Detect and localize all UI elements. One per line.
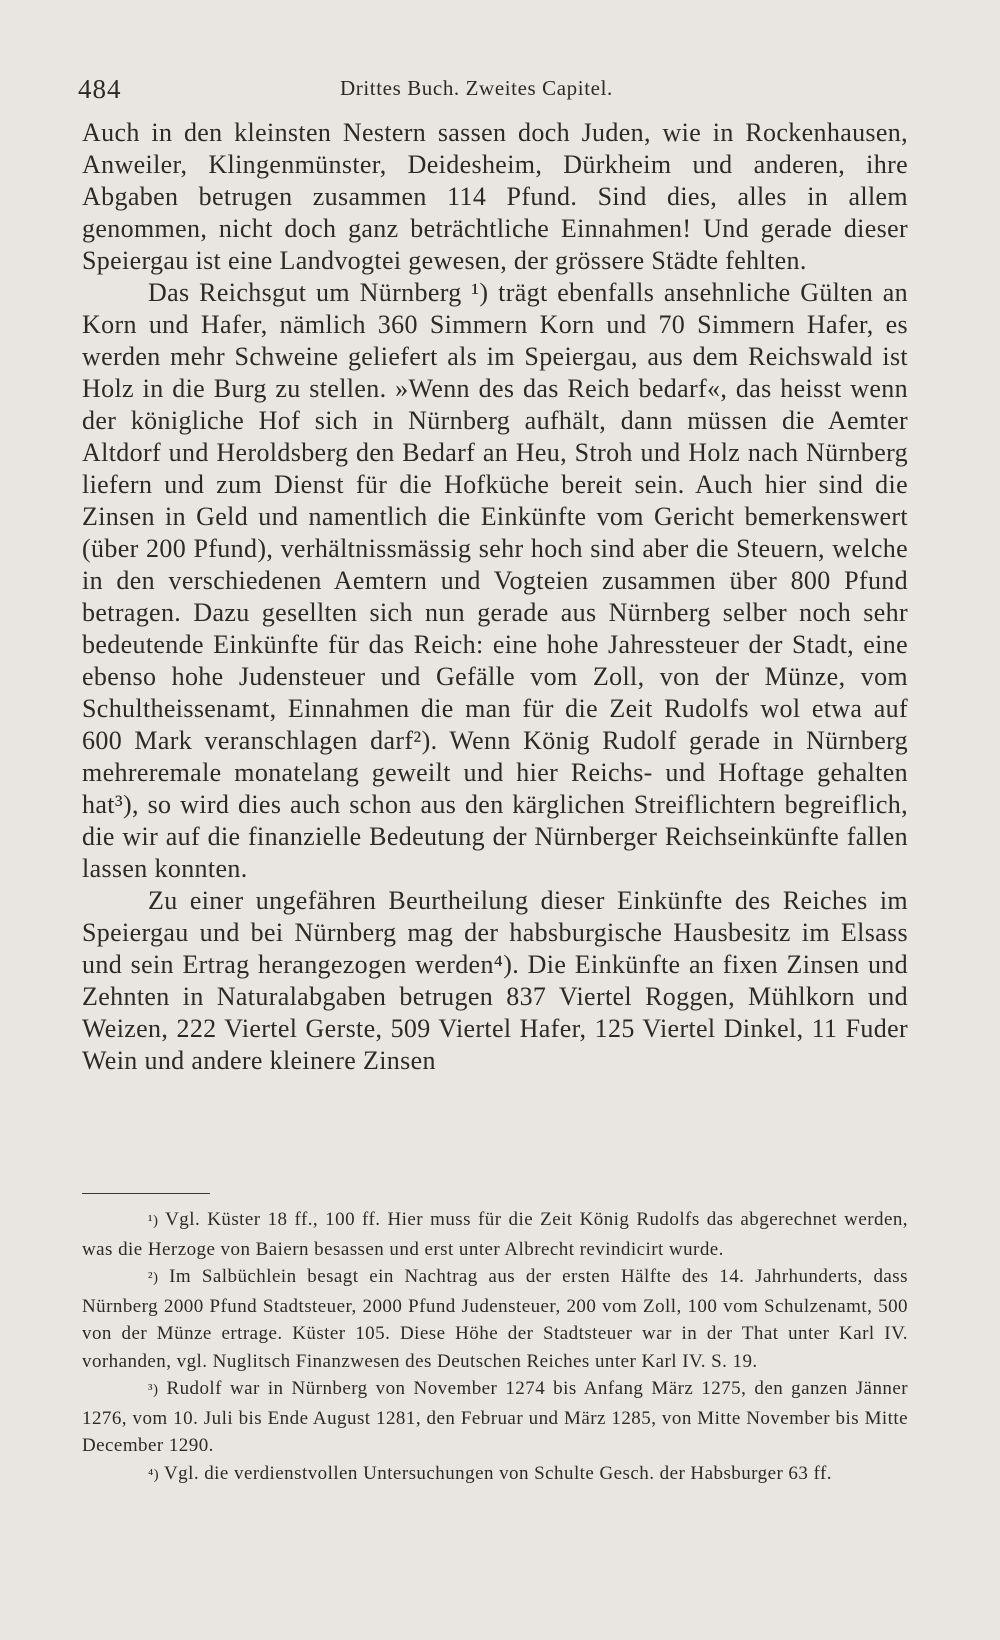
footnote-marker: ³) (148, 1382, 159, 1398)
footnote-marker: ²) (148, 1270, 159, 1286)
footnotes (82, 1206, 908, 1489)
footnote-text: Rudolf war in Nürnberg von November 1274 bis Anfang März 1275, den ganzen Jänner 1276, vom 10. Juli bis Ende August 1281, den Februar und März 1285, von Mitte November bis Mitte December 1290. (82, 1378, 909, 1456)
footnote-text: Vgl. die verdienstvollen Untersuchungen von Schulte Gesch. der Habsburger 63 ff. (163, 1462, 832, 1484)
footnote (82, 1206, 908, 1263)
footnote (82, 1263, 908, 1375)
footnote-divider (82, 1193, 210, 1194)
page-number: 484 (78, 74, 122, 104)
page-header (78, 68, 908, 108)
footnote-text: Im Salbüchlein besagt ein Nachtrag aus der ersten Hälfte des 14. Jahrhunderts, dass Nürnberg 2000 Pfund Stadtsteuer, 2000 Pfund Judensteuer, 200 vom Zoll, 100 vom Schulzenamt, 500 von der Münze ertrage. Küster 105. Diese Höhe der Stadtsteuer war in der That unter Karl IV. vorhanden, vgl. Nuglitsch Finanzwesen des Deutschen Reiches unter Karl IV. S. 19. (82, 1266, 908, 1372)
paragraph: Zu einer ungefähren Beurtheilung dieser Einkünfte des Reiches im Speiergau und bei Nürnberg mag der habsburgische Hausbesitz im Elsass und sein Ertrag herangezogen werden⁴). Die Einkünfte an fixen Zinsen und Zehnten in Naturalabgaben betrugen 837 Viertel Roggen, Mühlkorn und Weizen, 222 Viertel Gerste, 509 Viertel Hafer, 125 Viertel Dinkel, 11 Fuder Wein und andere kleinere Zinsen (82, 886, 908, 1075)
running-head: Drittes Buch. Zweites Capitel. (340, 76, 613, 100)
footnote (82, 1375, 908, 1460)
footnote-text: Vgl. Küster 18 ff., 100 ff. Hier muss für die Zeit König Rudolfs das abgerechnet werden, was die Herzoge von Baiern besassen und erst unter Albrecht revindicirt wurde. (82, 1209, 909, 1260)
paragraph: Das Reichsgut um Nürnberg ¹) trägt ebenfalls ansehnliche Gülten an Korn und Hafer, nämlich 360 Simmern Korn und 70 Simmern Hafer, es werden mehr Schweine geliefert als im Speiergau, aus dem Reichswald ist Holz in die Burg zu stellen. »Wenn des das Reich bedarf«, das heisst wenn der königliche Hof sich in Nürnberg aufhält, dann müssen die Aemter Altdorf und Heroldsberg den Bedarf an Heu, Stroh und Holz nach Nürnberg liefern und zum Dienst für die Hofküche bereit sein. Auch hier sind die Zinsen in Geld und namentlich die Einkünfte vom Gericht bemerkenswert (über 200 Pfund), verhältnissmässig sehr hoch sind aber die Steuern, welche in den verschiedenen Aemtern und Vogteien zusammen über 800 Pfund betragen. Dazu gesellten sich nun gerade aus Nürnberg selber noch sehr bedeutende Einkünfte für das Reich: eine hohe Jahressteuer der Stadt, eine ebenso hohe Judensteuer und Gefälle vom Zoll, von der Münze, vom Schultheissenamt, Einnahmen die man für die Zeit Rudolfs wol etwa auf 600 Mark veranschlagen darf²). Wenn König Rudolf gerade in Nürnberg mehreremale monatelang geweilt und hier Reichs- und Hoftage gehalten hat³), so wird dies auch schon aus den kärglichen Streiflichtern begreiflich, die wir auf die finanzielle Bedeutung der Nürnberger Reichseinkünfte fallen lassen konnten. (82, 278, 908, 883)
footnote-marker: ⁴) (148, 1466, 160, 1483)
footnote (82, 1460, 908, 1490)
footnote-marker: ¹) (148, 1213, 159, 1229)
paragraph: Auch in den kleinsten Nestern sassen doch Juden, wie in Rockenhausen, Anweiler, Klingenmünster, Deidesheim, Dürkheim und anderen, ihre Abgaben betrugen zusammen 114 Pfund. Sind dies, alles in allem genommen, nicht doch ganz beträchtliche Einnahmen! Und gerade dieser Speiergau ist eine Landvogtei gewesen, der grössere Städte fehlten. (82, 118, 908, 275)
main-text (82, 117, 908, 1077)
